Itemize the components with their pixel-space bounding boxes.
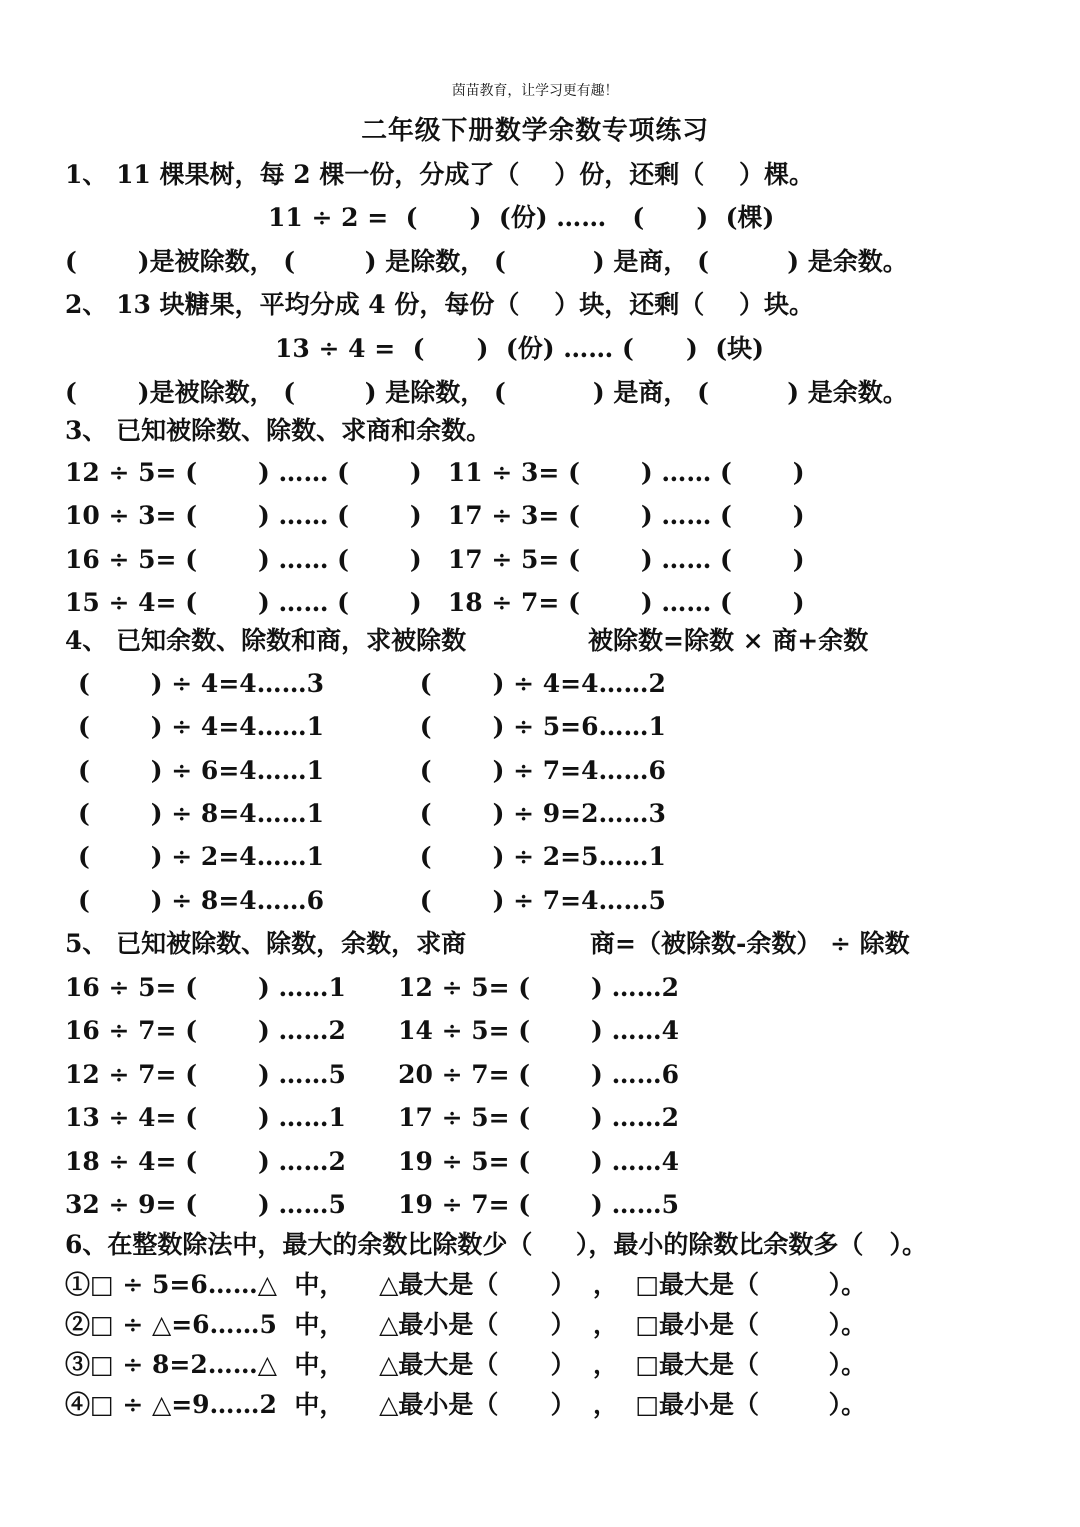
q6-row: ②□ ÷ △=6……5 中， △最小是（ ） ， □最小是（ ）。 <box>65 1310 867 1339</box>
question-3: 3、 已知被除数、除数、求商和余数。 <box>65 416 492 445</box>
q4-row: ( ) ÷ 4=4……1 ( ) ÷ 5=6……1 <box>78 712 666 741</box>
q2-equation: 13 ÷ 4 = ( ) (份) …… ( ) (块) <box>275 334 764 363</box>
q2-parts: ( )是被除数， ( ) 是除数， ( ) 是商， ( ) 是余数。 <box>65 378 908 407</box>
q5-row: 32 ÷ 9= ( ) ……5 19 ÷ 7= ( ) ……5 <box>65 1190 679 1219</box>
q1-parts: ( )是被除数， ( ) 是除数， ( ) 是商， ( ) 是余数。 <box>65 247 908 276</box>
q5-formula: 商=（被除数-余数） ÷ 除数 <box>590 929 910 958</box>
q4-row: ( ) ÷ 6=4……1 ( ) ÷ 7=4……6 <box>78 756 666 785</box>
q4-row: ( ) ÷ 4=4……3 ( ) ÷ 4=4……2 <box>78 669 666 698</box>
question-2: 2、 13 块糖果，平均分成 4 份，每份（ ）块，还剩（ ）块。 <box>65 290 815 319</box>
page-header: 茵苗教育，让学习更有趣！ <box>451 83 619 99</box>
q1-equation: 11 ÷ 2 = ( ) (份) …… ( ) (棵) <box>268 203 775 232</box>
q6-row: ④□ ÷ △=9……2 中， △最小是（ ） ， □最小是（ ）。 <box>65 1390 867 1419</box>
page-title: 二年级下册数学余数专项练习 <box>361 116 710 146</box>
q6-row: ①□ ÷ 5=6……△ 中， △最大是（ ） ， □最大是（ ）。 <box>65 1270 867 1299</box>
q4-row: ( ) ÷ 8=4……1 ( ) ÷ 9=2……3 <box>78 799 666 828</box>
q4-row: ( ) ÷ 2=4……1 ( ) ÷ 2=5……1 <box>78 842 666 871</box>
q5-row: 18 ÷ 4= ( ) ……2 19 ÷ 5= ( ) ……4 <box>65 1147 679 1176</box>
q5-row: 12 ÷ 7= ( ) ……5 20 ÷ 7= ( ) ……6 <box>65 1060 679 1089</box>
q6-row: ③□ ÷ 8=2……△ 中， △最大是（ ） ， □最大是（ ）。 <box>65 1350 867 1379</box>
question-1: 1、 11 棵果树，每 2 棵一份，分成了（ ）份，还剩（ ）棵。 <box>65 160 815 189</box>
q3-row: 10 ÷ 3= ( ) …… ( ) 17 ÷ 3= ( ) …… ( ) <box>65 501 805 530</box>
q4-row: ( ) ÷ 8=4……6 ( ) ÷ 7=4……5 <box>78 886 666 915</box>
question-6: 6、在整数除法中，最大的余数比除数少（ ），最小的除数比余数多（ ）。 <box>65 1230 928 1259</box>
question-5: 5、 已知被除数、除数，余数，求商 <box>65 929 467 958</box>
q3-row: 15 ÷ 4= ( ) …… ( ) 18 ÷ 7= ( ) …… ( ) <box>65 588 805 617</box>
question-4: 4、 已知余数、除数和商，求被除数 <box>65 626 467 655</box>
q5-row: 16 ÷ 5= ( ) ……1 12 ÷ 5= ( ) ……2 <box>65 973 679 1002</box>
q4-formula: 被除数=除数 × 商+余数 <box>588 626 869 655</box>
q5-row: 16 ÷ 7= ( ) ……2 14 ÷ 5= ( ) ……4 <box>65 1016 679 1045</box>
q3-row: 12 ÷ 5= ( ) …… ( ) 11 ÷ 3= ( ) …… ( ) <box>65 458 805 487</box>
q3-row: 16 ÷ 5= ( ) …… ( ) 17 ÷ 5= ( ) …… ( ) <box>65 545 805 574</box>
q5-row: 13 ÷ 4= ( ) ……1 17 ÷ 5= ( ) ……2 <box>65 1103 679 1132</box>
